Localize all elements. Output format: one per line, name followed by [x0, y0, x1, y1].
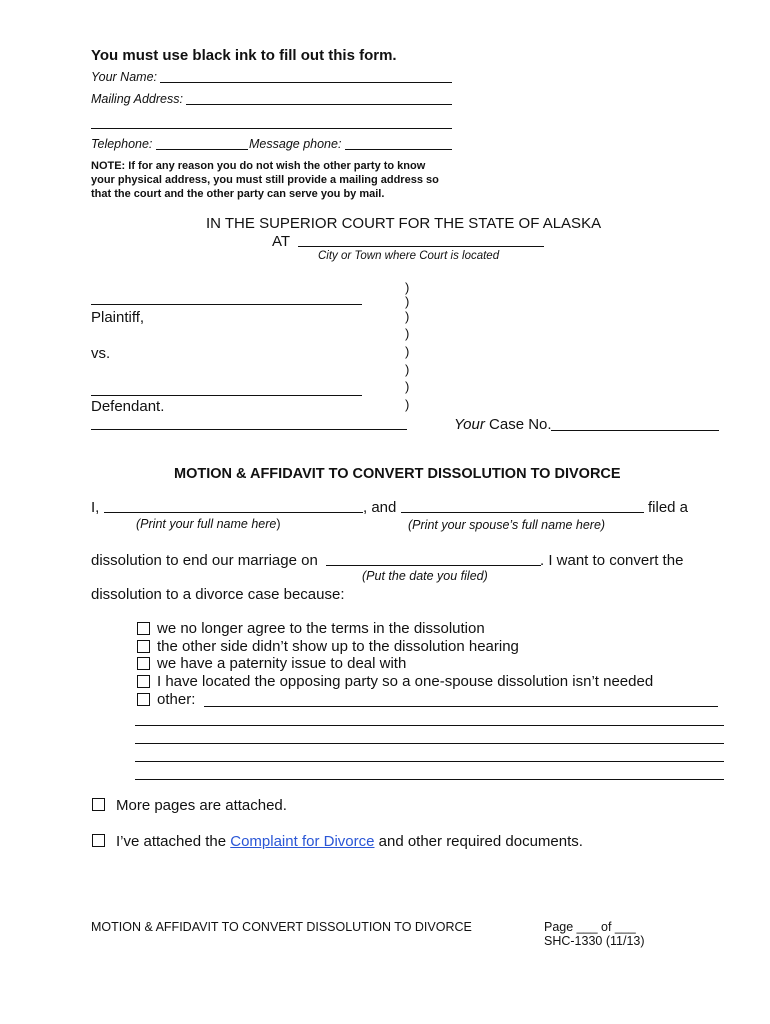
reason-checkbox[interactable] [137, 675, 150, 688]
reason-checkbox-other[interactable] [137, 693, 150, 706]
dissolution-label: dissolution to end our marriage on [91, 552, 318, 569]
paren: ) [405, 362, 410, 377]
because-label: dissolution to a divorce case because: [91, 586, 345, 603]
message-phone-field[interactable] [345, 135, 452, 150]
footer-title: MOTION & AFFIDAVIT TO CONVERT DISSOLUTION TO DIVORCE [91, 920, 472, 934]
footer-page-label: Page ___ of ___ [544, 920, 636, 934]
reason-label: we no longer agree to the terms in the dissolution [157, 620, 485, 637]
spouse-full-name-field[interactable] [401, 498, 644, 513]
i-label: I, [91, 499, 100, 516]
note-line-2: your physical address, you must still provide a mailing address so [91, 174, 439, 186]
mailing-address-line2-field[interactable] [91, 114, 452, 129]
other-reason-line-2[interactable] [135, 711, 724, 726]
reason-checkbox[interactable] [137, 657, 150, 670]
case-number-label [454, 416, 552, 433]
telephone-field[interactable] [156, 135, 248, 150]
paren: ) [405, 280, 410, 295]
mailing-address-label: Mailing Address: [91, 92, 183, 106]
print-name-hint [136, 517, 281, 531]
vs-label: vs. [91, 345, 111, 362]
plaintiff-label: Plaintiff, [91, 309, 145, 326]
and-label: , and [363, 499, 397, 516]
date-filed-hint: (Put the date you filed) [362, 569, 488, 583]
other-reason-field[interactable] [204, 692, 718, 707]
paren: ) [405, 344, 410, 359]
paren: ) [405, 326, 410, 341]
convert-label: . I want to convert the [540, 552, 684, 569]
reason-label: the other side didn’t show up to the dissolution hearing [157, 638, 519, 655]
ink-notice: You must use black ink to fill out this form. [91, 47, 397, 64]
other-reason-line-4[interactable] [135, 747, 724, 762]
mailing-address-field[interactable] [186, 90, 452, 105]
paren: ) [405, 294, 410, 309]
your-name-label: Your Name: [91, 70, 158, 84]
plaintiff-field[interactable] [91, 290, 362, 305]
complaint-for-divorce-link[interactable]: Complaint for Divorce [230, 833, 375, 850]
more-pages-label: More pages are attached. [116, 797, 287, 814]
print-name-hint-text: (Print your full name here [136, 517, 277, 531]
reason-checkbox[interactable] [137, 640, 150, 653]
court-city-field[interactable] [298, 232, 544, 247]
note-line-1: NOTE: If for any reason you do not wish the other party to know [91, 160, 426, 172]
court-city-hint: City or Town where Court is located [318, 250, 500, 262]
telephone-label: Telephone: [91, 137, 153, 151]
note-line-3: that the court and the other party can serve you by mail. [91, 188, 385, 200]
complaint-attached-label [116, 833, 583, 850]
other-reason-line-5[interactable] [135, 765, 724, 780]
attached-prefix: I’ve attached the [116, 833, 231, 850]
caption-bottom-rule[interactable] [91, 415, 407, 430]
your-name-field[interactable] [160, 68, 452, 83]
reason-label-other: other: [157, 691, 196, 708]
attached-suffix: and other required documents. [374, 833, 583, 850]
your-full-name-field[interactable] [104, 498, 363, 513]
court-at-label: AT [272, 233, 291, 250]
reason-label: we have a paternity issue to deal with [157, 655, 407, 672]
print-name-hint-close: ) [276, 517, 281, 531]
address-note [91, 159, 439, 201]
more-pages-checkbox[interactable] [92, 798, 105, 811]
paren: ) [405, 379, 410, 394]
reason-checkbox[interactable] [137, 622, 150, 635]
filed-label: filed a [648, 499, 689, 516]
paren: ) [405, 309, 410, 324]
print-spouse-hint: (Print your spouse’s full name here) [408, 518, 606, 532]
case-number-field[interactable] [551, 416, 719, 431]
defendant-label: Defendant. [91, 398, 165, 415]
defendant-field[interactable] [91, 381, 362, 396]
case-number-your: Your [454, 416, 485, 433]
other-reason-line-3[interactable] [135, 729, 724, 744]
reason-label: I have located the opposing party so a one-spouse dissolution isn’t needed [157, 673, 654, 690]
message-phone-label: Message phone: [249, 137, 342, 151]
date-filed-field[interactable] [326, 551, 541, 566]
court-title: IN THE SUPERIOR COURT FOR THE STATE OF ALASKA [206, 215, 602, 232]
form-title: MOTION & AFFIDAVIT TO CONVERT DISSOLUTION TO DIVORCE [174, 466, 621, 482]
complaint-attached-checkbox[interactable] [92, 834, 105, 847]
paren: ) [405, 397, 410, 412]
footer-form-code: SHC-1330 (11/13) [544, 934, 645, 948]
case-number-text: Case No. [484, 416, 552, 433]
